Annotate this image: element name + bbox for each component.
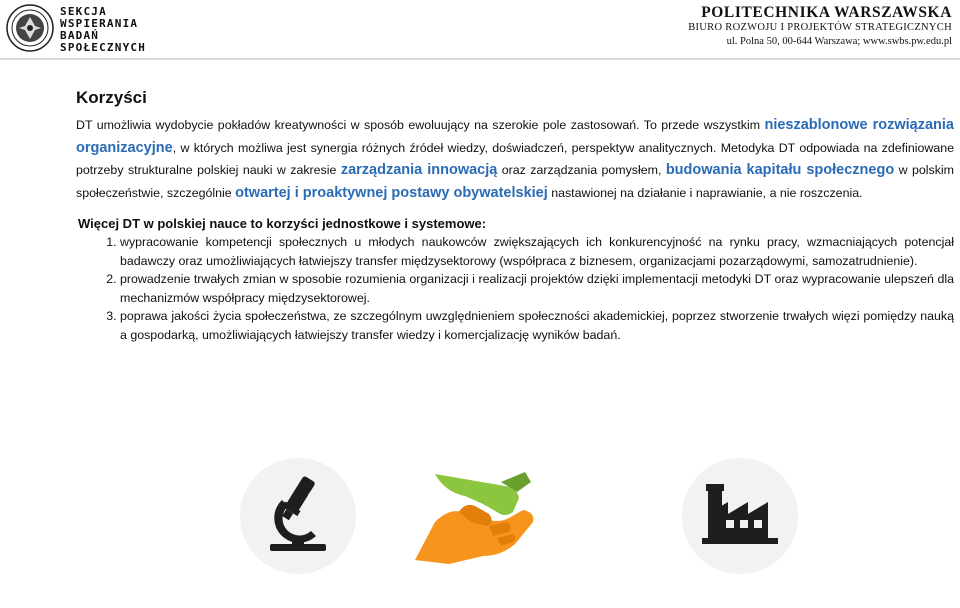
logo-line-1: SEKCJA <box>60 5 107 18</box>
page-title: Korzyści <box>76 88 147 107</box>
highlight-org-solutions: nieszablonowe rozwiązania organizacyjne <box>76 117 954 156</box>
list-item: 3. poprawa jakości życia społeczeństwa, ze szczególnym uwzględnieniem społeczności akademickiej, poprzez stworzenie trwałych więzi pomiędzy nauką a gospodarką, umożliwiających łatwiejszy transfer wiedzy i komercjalizację wyników badań. <box>120 307 954 344</box>
logo-line-3: BADAŃ <box>60 29 100 42</box>
text-run: DT umożliwia wydobycie pokładów kreatywności w sposób ewoluujący na szerokie pole zastosowań. To przede wszystkim <box>76 118 765 132</box>
microscope-icon <box>252 470 344 562</box>
highlight-social-capital: budowania kapitału społecznego <box>665 162 895 178</box>
subheading: Więcej DT w polskiej nauce to korzyści jednostkowe i systemowe: <box>78 216 487 231</box>
logo-line-2: WSPIERANIA <box>60 17 139 30</box>
department-name: BIURO ROZWOJU I PROJEKTÓW STRATEGICZNYCH <box>688 22 952 33</box>
text-run: , w których możliwa jest synergia różnych źródeł wiedzy, doświadczeń, perspektyw analitycznych. Metodyka DT odpowiada na zdefiniowane potrzeby strukturalne polskiej nauki w zakresie <box>76 140 954 177</box>
list-item: 1. wypracowanie kompetencji społecznych u młodych naukowców zwiększających ich konkurencyjność na rynku pracy, wzmacniających potencjał badawczy oraz umożliwiających łatwiejszy transfer międzysektorowy (współpraca z biznesem, organizacjami pozarządowymi, samozatrudnienie). <box>120 233 954 270</box>
highlight-innovation-mgmt: zarządzania innowacją <box>340 162 498 178</box>
text-run: w polskim społeczeństwie, szczególnie <box>76 163 954 200</box>
address-line: ul. Polna 50, 00-644 Warszawa; www.swbs.pw.edu.pl <box>726 36 952 47</box>
logo-line-4: SPOŁECZNYCH <box>60 41 147 54</box>
text-run: nastawionej na działanie i naprawianie, a nie roszczenia. <box>547 185 863 200</box>
handshake-icon <box>405 452 555 577</box>
highlight-civic-attitude: otwartej i proaktywnej postawy obywatelskiej <box>235 184 548 201</box>
page-header <box>0 0 960 60</box>
intro-paragraph <box>76 114 954 204</box>
factory-icon <box>696 470 786 562</box>
university-block <box>688 4 952 48</box>
benefits-list <box>76 233 954 345</box>
section-logo-text <box>60 6 146 54</box>
university-seal-icon <box>6 4 54 52</box>
benefits-section <box>76 88 954 345</box>
list-item: 2. prowadzenie trwałych zmian w sposobie rozumienia organizacji i realizacji projektów dzięki implementacji metodyki DT oraz wypracowanie ulepszeń dla mechanizmów współpracy międzysektorowej. <box>120 270 954 307</box>
header-divider <box>0 58 960 60</box>
university-name: POLITECHNIKA WARSZAWSKA <box>701 4 952 21</box>
text-run: oraz zarządzania pomysłem, <box>497 163 666 177</box>
